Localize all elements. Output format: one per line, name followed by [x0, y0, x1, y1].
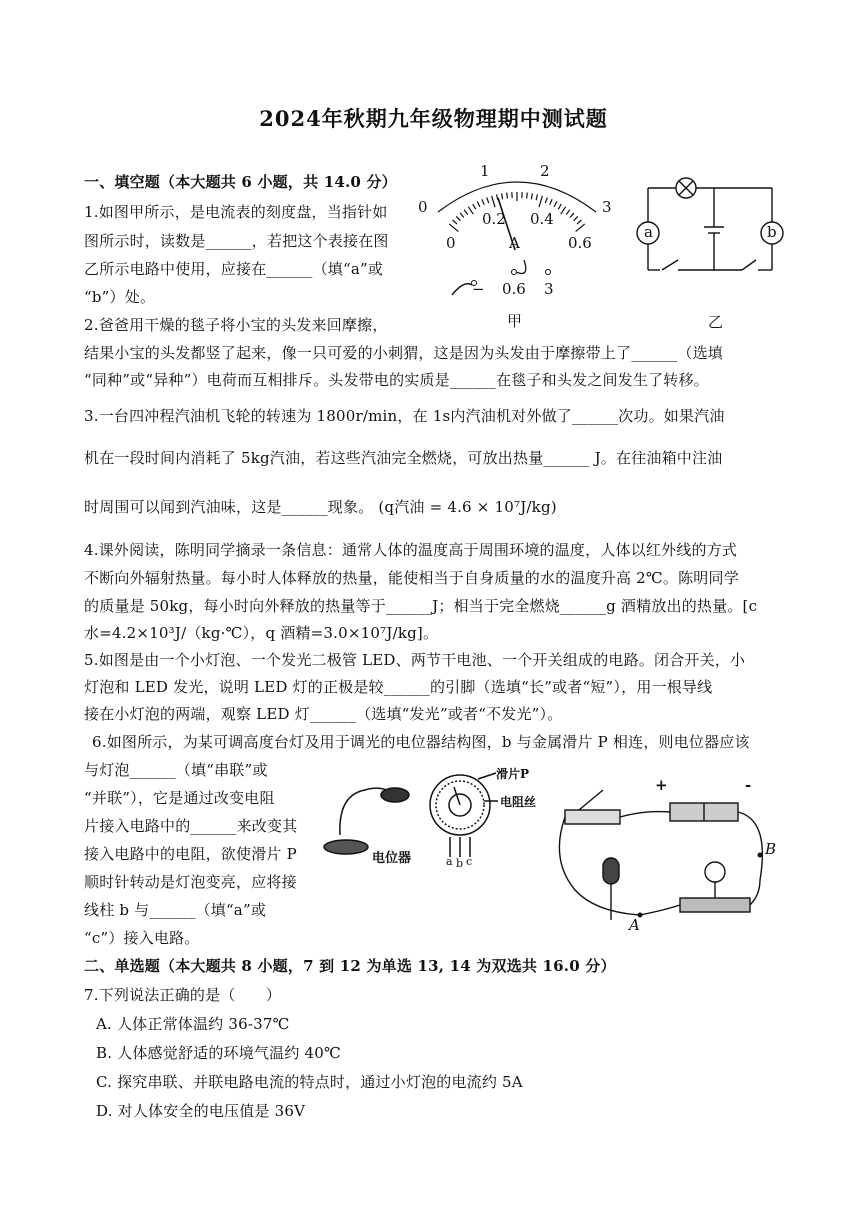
dial-tick: [561, 207, 566, 215]
terminal-label: 3: [544, 280, 554, 298]
q2-line: “同种”或“异种”）电荷而互相排斥。头发带电的实质是______在毯子和头发之间发生了转移。: [84, 371, 709, 389]
q7-stem: 7.下列说法正确的是（ ）: [84, 986, 282, 1004]
dial-tick: [453, 220, 457, 224]
potentiometer-label: 电位器: [372, 851, 412, 866]
ammeter-dial-figure: [412, 160, 622, 330]
dial-tick: [536, 194, 537, 200]
q6-line: 6.如图所示，为某可调高度台灯及用于调光的电位器结构图，b 与金属滑片 P 相连，则电位器应该: [92, 733, 750, 751]
battery-minus-label: -: [745, 776, 752, 794]
dial-tick: [539, 196, 542, 207]
q5-line: 灯泡和 LED 发光，说明 LED 灯的正极是较______的引脚（选填“长”或者“短”），用一根导线: [84, 678, 713, 696]
dial-tick: [482, 199, 484, 205]
q3-line: 时周围可以闻到汽油味，这是______现象。 (q汽油 = 4.6 × 10⁷J/kg): [84, 498, 557, 516]
terminal-a-label: a: [446, 855, 453, 868]
q7-option-b: B. 人体感觉舒适的环境气温约 40℃: [96, 1044, 341, 1062]
dial-tick: [449, 224, 458, 232]
dial-top-label: 1: [480, 162, 490, 180]
q1-line: 乙所示电路中使用，应接在______（填“a”或: [84, 260, 384, 278]
battery-plus-label: +: [655, 776, 668, 794]
dial-unit: A: [509, 234, 520, 252]
dial-tick: [574, 216, 578, 220]
dial-tick: [460, 213, 464, 218]
meter-a-label: a: [644, 223, 653, 241]
dial-tick: [468, 207, 473, 215]
dial-bottom-label: 0: [446, 234, 456, 252]
q4-line: 不断向外辐射热量。每小时人体释放的热量，能使相当于自身质量的水的温度升高 2℃。陈明同学: [84, 569, 739, 587]
circuit-yi-figure: [632, 170, 812, 335]
figure-caption: 乙: [708, 313, 724, 331]
q1-line: 1.如图甲所示，是电流表的刻度盘，当指针如: [84, 203, 388, 221]
terminal-label: −: [472, 280, 485, 298]
q5-line: 5.如图是由一个小灯泡、一个发光二极管 LED、两节干电池、一个开关组成的电路。闭合开关，小: [84, 651, 746, 669]
q6-line: “并联”），它是通过改变电阻: [84, 789, 275, 807]
figure-caption: 甲: [507, 312, 523, 330]
terminal-label: 0.6: [502, 280, 526, 298]
dial-tick: [473, 204, 476, 209]
q1-line: 图所示时，读数是______，若把这个表接在图: [84, 232, 389, 250]
meter-b-label: b: [767, 223, 777, 241]
dial-top-label: 3: [602, 198, 612, 216]
q6-line: “c”）接入电路。: [84, 929, 200, 947]
dial-tick: [531, 193, 532, 199]
q7-option-d: D. 对人体安全的电压值是 36V: [96, 1102, 306, 1120]
point-a-label: A: [629, 916, 640, 934]
dial-tick: [507, 193, 508, 199]
q4-line: 4.课外阅读，陈明同学摘录一条信息：通常人体的温度高于周围环境的温度，人体以红外线的方式: [84, 541, 738, 559]
q7-option-c: C. 探究串联、并联电路电流的特点时，通过小灯泡的电流约 5A: [96, 1073, 523, 1091]
dial-tick: [554, 202, 557, 207]
dial-tick: [487, 197, 489, 203]
q6-line: 线柱 b 与______（填“a”或: [84, 901, 267, 919]
q6-line: 片接入电路中的______来改变其: [84, 817, 298, 835]
dial-tick: [566, 210, 570, 215]
dial-tick: [456, 216, 460, 220]
dial-tick: [570, 213, 574, 218]
point-b-label: B: [765, 840, 777, 858]
led-circuit-figure: [555, 770, 795, 935]
dial-tick: [576, 224, 585, 232]
dial-tick: [550, 199, 552, 205]
lamp-potentiometer-figure: [320, 765, 540, 875]
dial-tick: [577, 220, 581, 224]
q1-line: “b”）处。: [84, 288, 156, 306]
q4-line: 的质量是 50kg，每小时向外释放的热量等于______J；相当于完全燃烧______g 酒精放出的热量。[c: [84, 597, 758, 615]
terminal-c-label: c: [466, 855, 473, 868]
dial-top-label: 0: [418, 198, 428, 216]
led-circuit-graphic: [555, 770, 795, 935]
page-title: 2024年秋期九年级物理期中测试题: [259, 106, 608, 131]
q5-line: 接在小灯泡的两端，观察 LED 灯______（选填“发光”或者“不发光”）。: [84, 705, 563, 723]
dial-tick: [545, 197, 547, 203]
q2-line: 结果小宝的头发都竖了起来，像一只可爱的小刺猬，这是因为头发由于摩擦带上了______（选填: [84, 344, 724, 362]
q2-line: 2.爸爸用干燥的毯子将小宝的头发来回摩擦，: [84, 316, 388, 334]
dial-bottom-label: 0.4: [530, 210, 554, 228]
resistance-wire-label: 电阻丝: [500, 795, 537, 809]
q6-line: 与灯泡______（填“串联”或: [84, 761, 268, 779]
dial-tick: [558, 204, 561, 209]
section1-heading: 一、填空题（本大题共 6 小题，共 14.0 分）: [84, 173, 397, 191]
dial-bottom-label: 0.6: [568, 234, 592, 252]
dial-tick: [502, 193, 503, 199]
q3-line: 机在一段时间内消耗了 5kg汽油，若这些汽油完全燃烧，可放出热量______ J。在往油箱中注油: [84, 449, 723, 467]
q7-option-a: A. 人体正常体温约 36-37℃: [96, 1015, 290, 1033]
q6-line: 顺时针转动是灯泡变亮，应将接: [84, 873, 297, 891]
dial-tick: [477, 202, 480, 207]
q4-line: 水=4.2×10³J/（kg·℃），q 酒精=3.0×10⁷J/kg]。: [84, 624, 439, 642]
dial-bottom-label: 0.2: [482, 210, 506, 228]
terminal-b-label: b: [456, 857, 464, 870]
dial-tick: [492, 196, 495, 207]
dial-top-label: 2: [540, 162, 550, 180]
q6-line: 接入电路中的电阻，欲使滑片 P: [84, 845, 297, 863]
section2-heading: 二、单选题（本大题共 8 小题，7 到 12 为单选 13, 14 为双选共 16.0 分）: [84, 957, 616, 975]
dial-tick: [464, 210, 468, 215]
dial-tick: [527, 193, 528, 199]
slider-label: 滑片P: [496, 767, 530, 781]
q3-line: 3.一台四冲程汽油机飞轮的转速为 1800r/min，在 1s内汽油机对外做了______次功。如果汽油: [84, 407, 725, 425]
